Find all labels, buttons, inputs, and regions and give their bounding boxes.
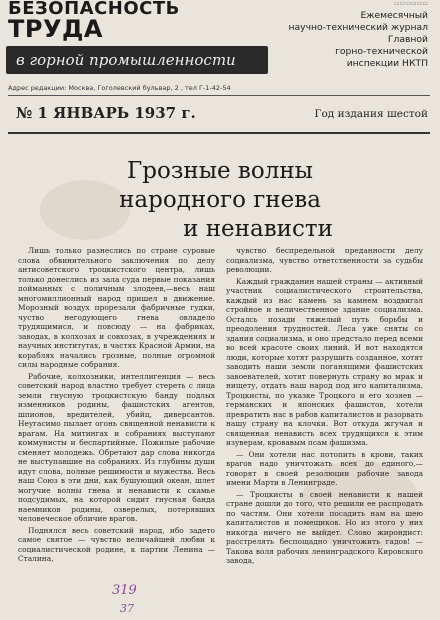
editorial-address: Адрес редакции: Москва, Гоголевский бульвар, 2 , тел Г-1-42-54 [8, 84, 231, 92]
journal-title-line-2: ТРУДА [8, 15, 103, 43]
article-paragraph: Поднялся весь советский народ, ибо задето самое святое — чувство величайшей любви к социалистической родине, к партии Ленина — Сталина, [18, 525, 215, 563]
issue-number-date: № 1 ЯНВАРЬ 1937 г. [16, 104, 196, 122]
article-paragraph: Лишь только разнеслись по стране суровые слова обвинительного заключения по делу антисоветского троцкистского центра, лишь только донеслись из зала суда первые показания пойманных с поличным злодеев,—весь наш многомиллионный народ пришел в движение. Морозный воздух прорезали фабричные гудки, чуство негодующего гнева овладело трудящимися, и повсюду — на фабриках, заводах, в колхозах и совхозах, в учреждениях и научных институтах, в частях Красной Армии, на кораблях начались грозные, полные огромной силы народные собрания. [18, 246, 215, 369]
article-paragraph: — Троцкисты в своей ненависти к нашей стране дошли до того, что решили ее распродать по частям. Они хотели посадить нам на шею капиталистов и помещиков. Но из этого у них никогда ничего не выйдет. Слово жирондист: расстрелять беспощадно уничтожить гадов! — Такова воля рабочих ленинградского Кировского завода, [226, 489, 423, 565]
description-line: Главной [387, 34, 428, 45]
headline-line-2: народного гнева [119, 187, 321, 213]
article-paragraph: чувство беспредельной преданности делу социализма, чувство ответственности за судьбы революции. [226, 246, 423, 274]
description-line: научно-технический журнал [288, 22, 428, 33]
year-of-publication: Год издания шестой [314, 108, 428, 120]
article-paragraph: Каждый гражданин нашей страны — активный участник социалистического строительства, каждый из нас камень за камнем воздвигал стройное и величественное здание социализма. Осталсь позади тяжелый путь борьбы и преодоления трудностей. Леса уже сняты со здания социализма, и оно предстало перед всеми во всей красоте своих линий. И вот находятся люди, которые хотят разрушить созданное, хотят заводить наши земли поганящими фашистских завоевателей, хотят повернуть страну во мрак и нищету, отдать наш народ под иго капитализма. Троцкисты, по указке Троцкого и его хозяев — германских и японских фашистов, хотели превратить нас в рабов капиталистов и разорвать нашу страну на клочки. Вот откуда жгучая и священная ненависть всех трудящихся к этим изуверам, кровавым псам фашизма. [226, 276, 423, 447]
article-column-left [18, 246, 215, 566]
headline-line-1: Грозные волны [127, 158, 313, 184]
issue-line [16, 100, 428, 130]
journal-subtitle-banner: в горной промышленности [6, 46, 268, 74]
article-column-right [226, 246, 423, 568]
handwritten-mark: 37 [120, 602, 134, 615]
top-margin-note: ▭▭▭▭▭▭ [393, 0, 428, 7]
divider [8, 132, 430, 134]
journal-title-line-1: БЕЗОПАСНОСТЬ [8, 0, 180, 19]
description-line: горно-технической [335, 46, 428, 57]
article-paragraph: — Они хотели нас потопить в крови, таких врагов надо уничтожать всех до единого,— говорят в своей резолюции рабочие завода имени Марти в Ленинграде. [226, 449, 423, 487]
description-line: Ежемесячный [360, 10, 428, 21]
headline-line-3: и ненависти [183, 216, 333, 242]
article-paragraph: Рабочие, колхозники, интеллигенция — весь советский народ властно требует стереть с лица земли гнусную троцкистскую банду подлых изменников родины, фашистских агентов, шпионов, вредителей, убийц, диверсантов. Неугасимо пылает огонь священной ненависти к врагам. На митингах и собраниях выступают коммунисты и беспартийные. Пожилые рабочие сменяет молодежь. Обретают дар слова никогда не выступавшие на собраниях. Из глубины души идут слова, полные решимости и мужества. Весь наш Союз в эти дни, как бушующий океан, шлет могучие волны гнева и ненависти к скамье подсудимых, на которой сидит гнусная банда наемников родины, озверелых, потерявших человеческое обличие врагов. [18, 371, 215, 523]
journal-title [8, 0, 180, 41]
divider [8, 95, 430, 96]
handwritten-mark: 319 [112, 583, 137, 598]
publication-description [278, 10, 428, 70]
description-line: инспекции НКТП [346, 58, 428, 69]
